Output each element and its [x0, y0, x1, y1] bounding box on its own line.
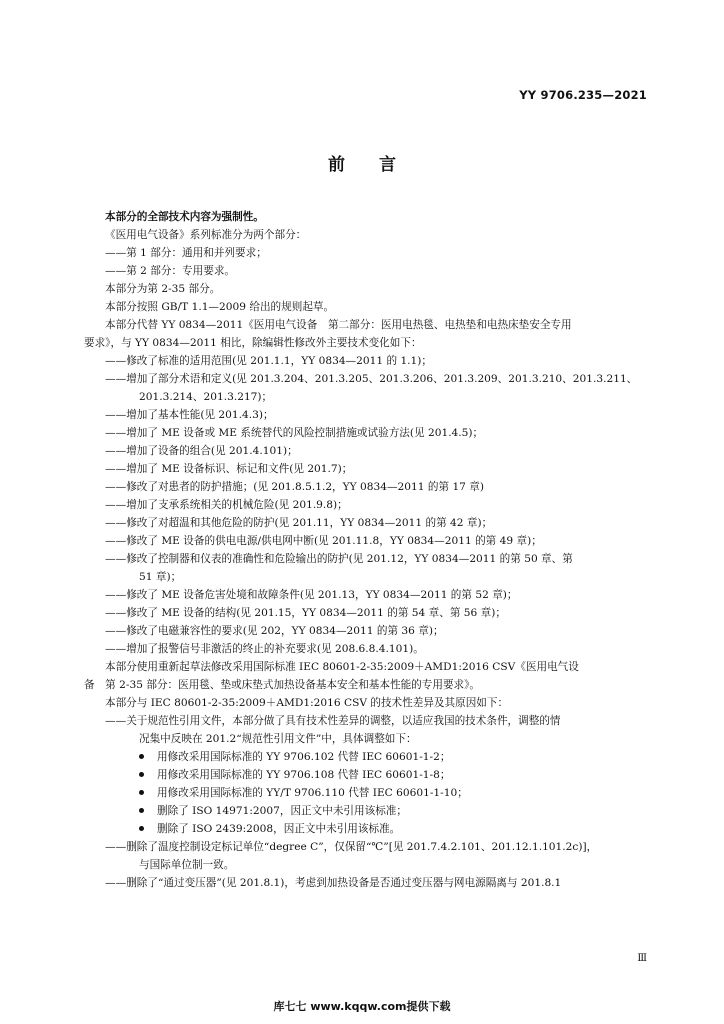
- body-line: [84, 604, 649, 622]
- body-line: [84, 496, 649, 514]
- body-line: [84, 406, 649, 424]
- body-line-text: 与国际单位制一致。: [139, 859, 235, 871]
- page-number: Ⅲ: [637, 953, 647, 964]
- body-line: [84, 532, 649, 550]
- body-line: [84, 352, 649, 370]
- body-line-text: ——修改了 ME 设备的供电电源/供电网中断(见 201.11.8，YY 0834—2011 的第 49 章)；: [105, 535, 542, 547]
- bullet-list-item: [84, 748, 649, 766]
- bullet-dot-icon: [139, 772, 144, 777]
- body-line: [84, 550, 649, 568]
- body-line-text: ——增加了基本性能(见 201.4.3)；: [105, 409, 274, 421]
- body-line: [84, 730, 649, 748]
- body-line: [84, 262, 649, 280]
- body-line-text: 201.3.214、201.3.217)；: [139, 391, 273, 403]
- body-line-text: 本部分的全部技术内容为强制性。: [105, 211, 264, 223]
- body-line-text: 《医用电气设备》系列标准分为两个部分：: [105, 229, 307, 241]
- body-line-text: ——修改了标准的适用范围(见 201.1.1，YY 0834—2011 的 1.1)；: [105, 355, 433, 367]
- body-line: [84, 424, 649, 442]
- body-line-text: 用修改采用国际标准的 YY 9706.108 代替 IEC 60601-1-8；: [157, 769, 451, 781]
- body-line: [84, 316, 649, 334]
- foreword-body: [84, 208, 649, 892]
- bullet-dot-icon: [139, 826, 144, 831]
- body-line: [84, 568, 649, 586]
- body-line: [84, 676, 649, 694]
- body-line-text: 本部分与 IEC 80601-2-35:2009＋AMD1:2016 CSV 的技术性差异及其原因如下：: [105, 697, 509, 709]
- bullet-dot-icon: [139, 808, 144, 813]
- download-footer: 库七七 www.kqqw.com提供下载: [273, 1000, 451, 1013]
- body-line: [84, 658, 649, 676]
- body-line: [84, 388, 649, 406]
- body-line-text: 况集中反映在 201.2“规范性引用文件”中，具体调整如下：: [139, 733, 417, 745]
- body-line-text: 本部分使用重新起草法修改采用国际标准 IEC 80601-2-35:2009＋AMD1:2016 CSV《医用电气设: [105, 661, 579, 673]
- body-line-text: 删除了 ISO 14971:2007，因正文中未引用该标准；: [157, 805, 407, 817]
- body-line: [84, 442, 649, 460]
- body-line-text: 51 章)；: [139, 571, 182, 583]
- body-line-text: ——增加了设备的组合(见 201.4.101)；: [105, 445, 298, 457]
- bullet-list-item: [84, 802, 649, 820]
- body-line-text: ——增加了支承系统相关的机械危险(见 201.9.8)；: [105, 499, 348, 511]
- body-line: [84, 640, 649, 658]
- body-line-text: ——修改了 ME 设备的结构(见 201.15，YY 0834—2011 的第 54 章、第 56 章)；: [105, 607, 506, 619]
- body-line: [84, 226, 649, 244]
- body-line-text: 删除了 ISO 2439:2008，因正文中未引用该标准。: [157, 823, 401, 835]
- body-line: [84, 874, 649, 892]
- body-line: [84, 280, 649, 298]
- body-line-text: ——修改了 ME 设备危害处境和故障条件(见 201.13，YY 0834—2011 的第 52 章)；: [105, 589, 518, 601]
- bullet-dot-icon: [139, 754, 144, 759]
- body-line-text: 用修改采用国际标准的 YY/T 9706.110 代替 IEC 60601-1-10；: [157, 787, 468, 799]
- body-line: [84, 334, 649, 352]
- body-line: [84, 298, 649, 316]
- body-line: [84, 370, 649, 388]
- bullet-list-item: [84, 820, 649, 838]
- body-line-text: ——关于规范性引用文件，本部分做了具有技术性差异的调整，以适应我国的技术条件，调整的情: [105, 715, 561, 727]
- body-line: [84, 208, 649, 226]
- body-line-text: ——修改了对患者的防护措施；(见 201.8.5.1.2，YY 0834—2011 的第 17 章): [105, 481, 485, 493]
- body-line-text: 本部分代替 YY 0834—2011《医用电气设备 第二部分：医用电热毯、电热垫和电热床垫安全专用: [105, 319, 572, 331]
- body-line: [84, 712, 649, 730]
- body-line-text: ——修改了控制器和仪表的准确性和危险输出的防护(见 201.12，YY 0834—2011 的第 50 章、第: [105, 553, 573, 565]
- body-line-text: ——增加了 ME 设备标识、标记和文件(见 201.7)；: [105, 463, 353, 475]
- body-line-text: ——第 1 部分：通用和并列要求；: [105, 247, 267, 259]
- body-line: [84, 514, 649, 532]
- body-line-text: ——增加了 ME 设备或 ME 系统替代的风险控制措施或试验方法(见 201.4.5)；: [105, 427, 484, 439]
- body-line-text: 备 第 2-35 部分：医用毯、垫或床垫式加热设备基本安全和基本性能的专用要求》。: [84, 679, 481, 691]
- body-line-text: 本部分为第 2-35 部分。: [105, 283, 221, 295]
- bullet-dot-icon: [139, 790, 144, 795]
- body-line-text: ——删除了温度控制设定标记单位“degree C”，仅保留“℃”[见 201.7.4.2.101、201.12.1.101.2c)]，: [105, 841, 598, 853]
- body-line-text: ——修改了对超温和其他危险的防护(见 201.11，YY 0834—2011 的第 42 章)；: [105, 517, 493, 529]
- body-line: [84, 622, 649, 640]
- body-line: [84, 460, 649, 478]
- body-line-text: ——修改了电磁兼容性的要求(见 202，YY 0834—2011 的第 36 章)；: [105, 625, 444, 637]
- standard-number-header: YY 9706.235—2021: [519, 88, 647, 102]
- body-line: [84, 838, 649, 856]
- body-line: [84, 244, 649, 262]
- body-line-text: ——增加了部分术语和定义(见 201.3.204、201.3.205、201.3.206、201.3.209、201.3.210、201.3.211、: [105, 373, 638, 385]
- body-line: [84, 478, 649, 496]
- body-line-text: ——第 2 部分：专用要求。: [105, 265, 236, 277]
- body-line-text: ——增加了报警信号非激活的终止的补充要求(见 208.6.8.4.101)。: [105, 643, 424, 655]
- body-line-text: 要求》，与 YY 0834—2011 相比，除编辑性修改外主要技术变化如下：: [84, 337, 422, 349]
- body-line-text: 本部分按照 GB/T 1.1—2009 给出的规则起草。: [105, 301, 335, 313]
- page-title: 前言: [328, 155, 430, 175]
- body-line: [84, 694, 649, 712]
- body-line-text: ——删除了“通过变压器”(见 201.8.1)，考虑到加热设备是否通过变压器与网电源隔离与 201.8.1: [105, 877, 562, 889]
- body-line-text: 用修改采用国际标准的 YY 9706.102 代替 IEC 60601-1-2；: [157, 751, 451, 763]
- bullet-list-item: [84, 784, 649, 802]
- body-line: [84, 586, 649, 604]
- body-line: [84, 856, 649, 874]
- bullet-list-item: [84, 766, 649, 784]
